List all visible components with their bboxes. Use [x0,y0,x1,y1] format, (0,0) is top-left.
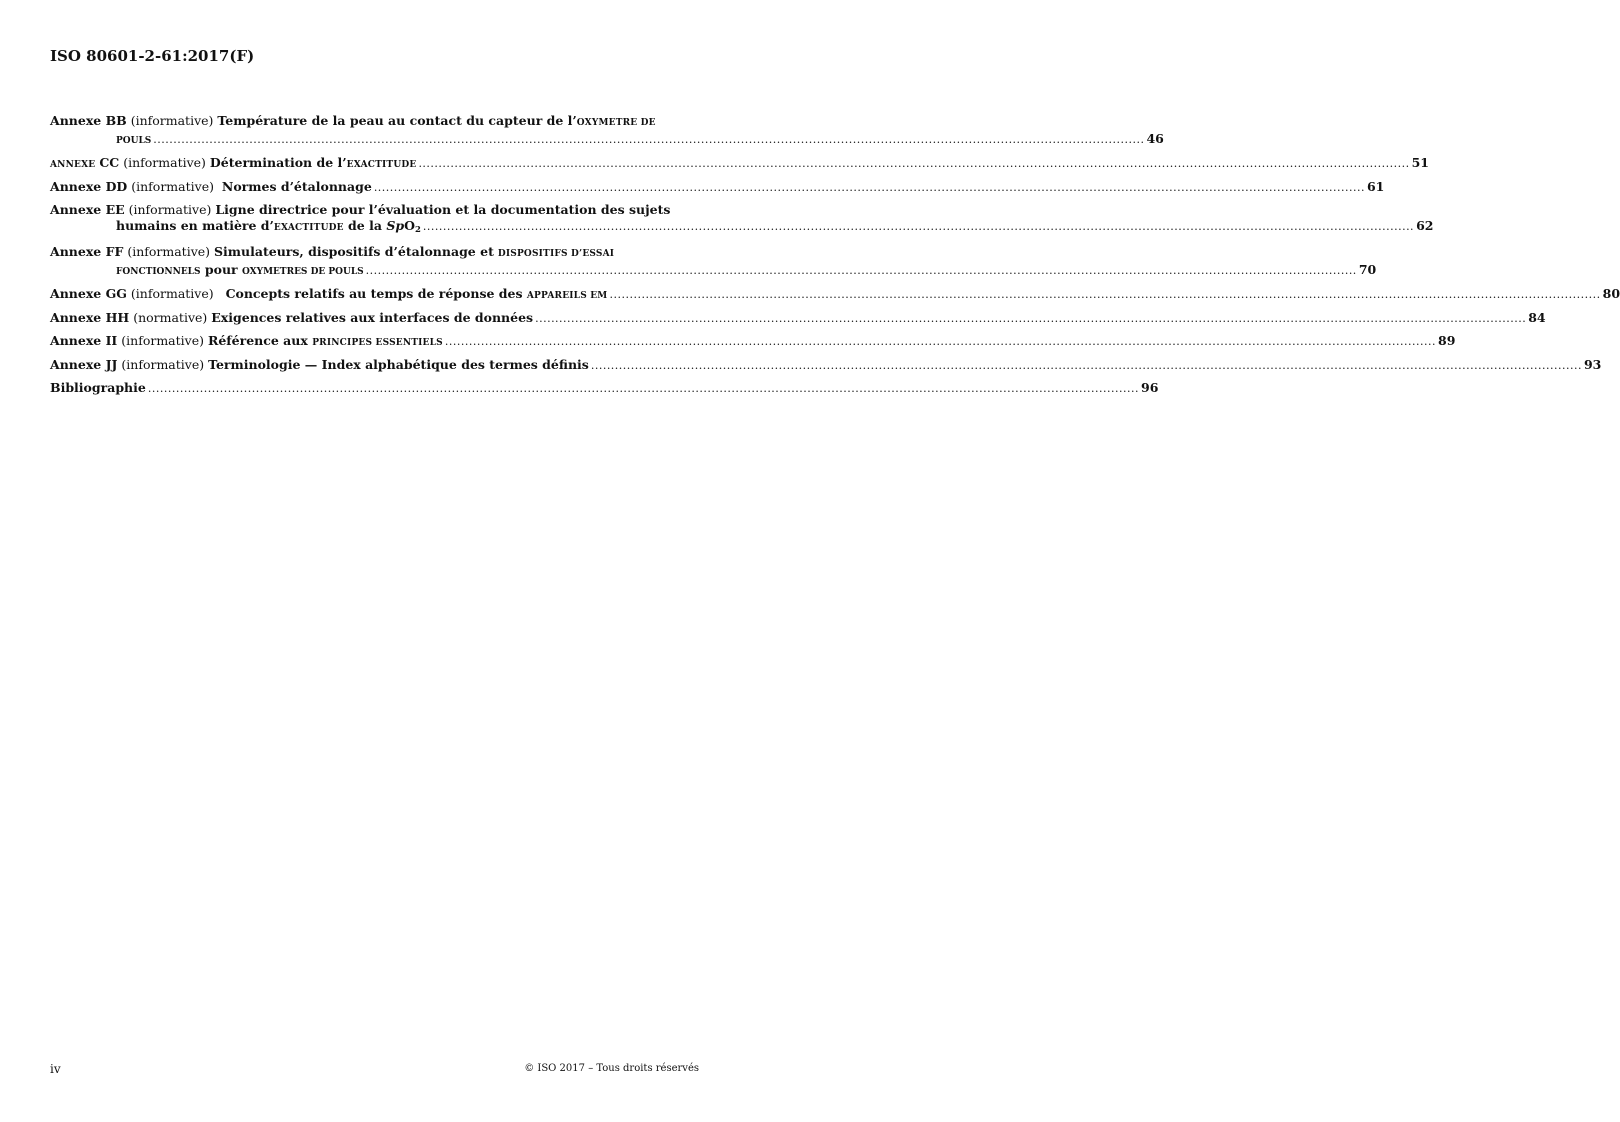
annex-label: Annexe JJ [50,357,118,372]
toc-entry-annex-jj[interactable] [50,357,1602,374]
annex-type: (informative) [130,113,214,128]
document-id: ISO 80601-2-61:2017(F) [50,47,255,65]
annex-label: Annexe DD [50,179,128,194]
annex-label: Annexe EE [50,202,125,217]
annex-title-term: OXYMETRE DE [576,118,656,128]
annex-label: Annexe GG [50,286,127,301]
annex-type: (informative) [121,357,205,372]
toc-entry-annex-bb[interactable] [50,113,1164,149]
annex-label-prefix: ANNEXE [50,160,96,170]
page-number: 96 [1141,380,1159,395]
page-number: 62 [1416,218,1434,233]
page-number: 84 [1528,310,1546,325]
dot-leader: ........................................................................................................................................................................................................................................................ [609,288,1601,301]
annex-type: (informative) [121,333,204,348]
dot-leader: ........................................................................................................................................................................................................................................................ [373,181,1365,194]
annex-type: (normative) [133,310,208,325]
footer-page-number: iv [50,1062,61,1076]
annex-title: Normes d’étalonnage [221,179,372,194]
page-number: 70 [1358,262,1377,277]
annex-type: (informative) [123,155,206,170]
annex-label: Annexe BB [50,113,127,128]
toc-entry-annex-ff[interactable] [50,244,1377,280]
annex-title-continued: humains en matière d’ [116,218,274,233]
dot-leader: ........................................................................................................................................................................................................................................................ [153,133,1145,146]
page-number: 93 [1583,357,1602,372]
page-number: 89 [1438,333,1456,348]
annex-title: Référence aux [207,333,313,348]
spo2-subscript: 2 [414,225,421,235]
annex-label: Annexe HH [50,310,130,325]
annex-title: Simulateurs, dispositifs d’étalonnage et [214,244,494,259]
annex-title-term: EXACTITUDE [346,160,417,170]
annex-title: Terminologie — Index alphabétique des termes définis [208,357,589,372]
annex-title-continued-b: de la [343,218,387,233]
toc-entry-annex-gg[interactable] [50,286,1620,304]
annex-type: (informative) [131,179,214,194]
toc-entry-annex-ii[interactable] [50,333,1456,351]
dot-leader: ........................................................................................................................................................................................................................................................ [147,382,1139,395]
annex-title-term-2: FONCTIONNELS [116,267,201,277]
annex-type: (informative) [128,202,212,217]
annex-type: (informative) [130,286,214,301]
toc-entry-annex-cc[interactable] [50,155,1429,173]
table-of-contents [50,113,1620,403]
annex-title: Concepts relatifs au temps de réponse des [225,286,527,301]
annex-title-continued: POULS [116,136,152,146]
dot-leader: ........................................................................................................................................................................................................................................................ [444,335,1437,348]
annex-title-term: EXACTITUDE [273,223,344,233]
annex-title-term: DISPOSITIFS D’ESSAI [497,249,615,259]
annex-title-term: PRINCIPES ESSENTIELS [312,338,443,348]
page-number: 46 [1146,131,1164,146]
footer-copyright: © ISO 2017 – Tous droits réservés [524,1063,699,1074]
dot-leader: ........................................................................................................................................................................................................................................................ [422,220,1415,233]
annex-label-letters: CC [99,155,120,170]
toc-entry-bibliography[interactable] [50,380,1159,397]
annex-label: Annexe FF [50,244,124,259]
toc-entry-annex-hh[interactable] [50,310,1546,327]
dot-leader: ........................................................................................................................................................................................................................................................ [365,264,1357,277]
annex-title-continued: pour [200,262,242,277]
annex-label: Annexe II [50,333,118,348]
annex-title: Température de la peau au contact du capteur de l’ [217,113,577,128]
toc-entry-annex-dd[interactable] [50,179,1385,196]
dot-leader: ........................................................................................................................................................................................................................................................ [590,359,1582,372]
annex-title-term: APPAREILS EM [526,291,608,301]
page-number: 61 [1366,179,1385,194]
dot-leader: ........................................................................................................................................................................................................................................................ [418,157,1410,170]
dot-leader: ........................................................................................................................................................................................................................................................ [535,312,1527,325]
bibliography-title: Bibliographie [50,380,146,395]
spo2-sp: Sp [386,218,405,233]
annex-type: (informative) [127,244,211,259]
toc-entry-annex-ee[interactable] [50,202,1434,238]
page-number: 51 [1411,155,1429,170]
page-number: 80 [1602,286,1620,301]
annex-title: Exigences relatives aux interfaces de données [211,310,534,325]
annex-title-term-3: OXYMETRES DE POULS [241,267,364,277]
annex-title: Ligne directrice pour l’évaluation et la documentation des sujets [215,202,671,217]
annex-title: Détermination de l’ [209,155,347,170]
spo2-o: O [404,218,415,233]
